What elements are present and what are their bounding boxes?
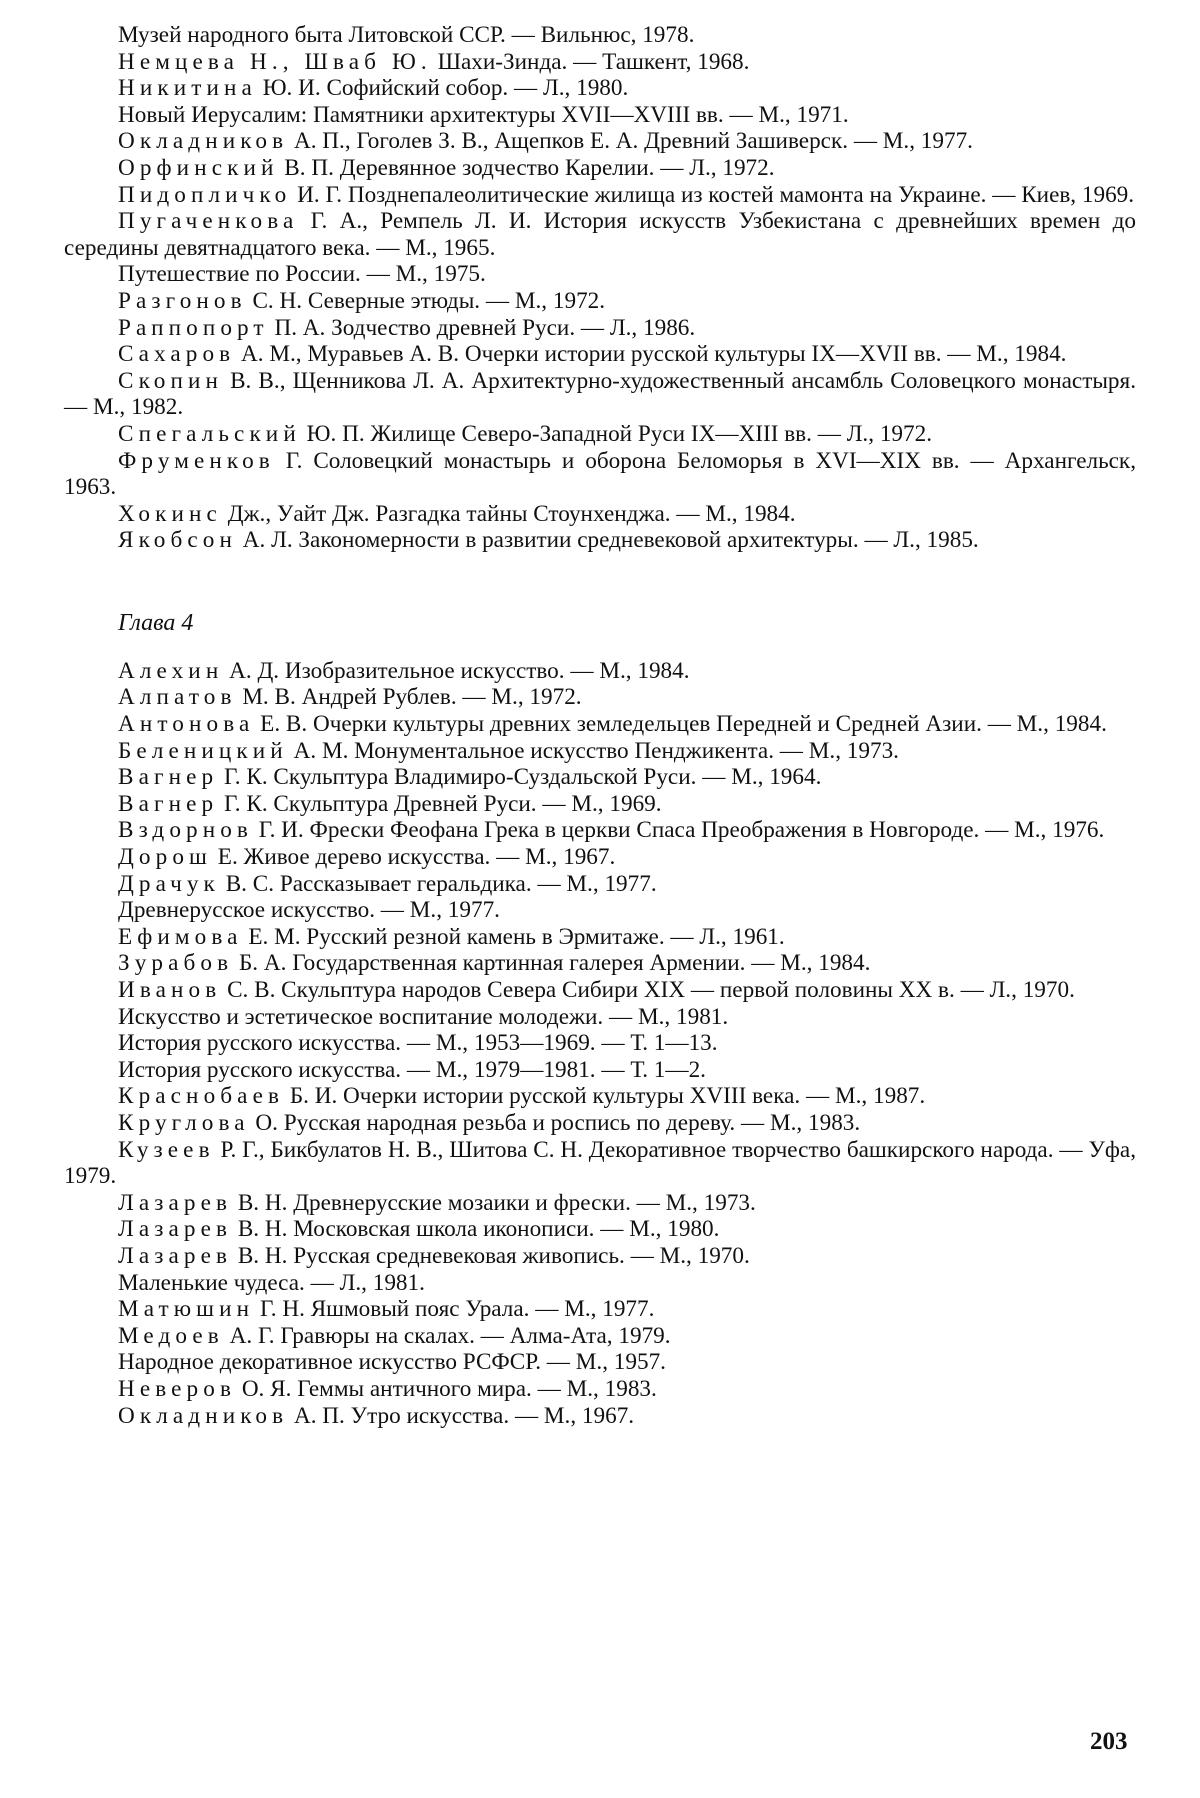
entry-text: Г. К. Скульптура Древней Руси. — М., 1969.: [218, 790, 662, 817]
bibliography-entry: [64, 1137, 1136, 1190]
entry-text: В. Н. Московская школа иконописи. — М., 1980.: [232, 1216, 720, 1243]
bibliography-entry: [64, 261, 1136, 288]
entry-author: Беленицкий: [118, 737, 288, 764]
entry-text: Е. М. Русский резной камень в Эрмитаже. — Л., 1961.: [242, 923, 785, 950]
entry-text: Новый Иерусалим: Памятники архитектуры XVII—XVIII вв. — М., 1971.: [118, 101, 849, 128]
bibliography-entry: [64, 871, 1136, 898]
bibliography-entry: [64, 791, 1136, 818]
entry-author: Пидопличко: [118, 181, 292, 208]
entry-author: Иванов: [118, 977, 222, 1003]
entry-text: Р. Г., Бикбулатов Н. В., Шитова С. Н. Декоративное творчество башкирского народа. — Уфа, 1979.: [64, 1136, 1136, 1190]
bibliography-entry: [64, 1376, 1136, 1403]
entry-author: Матюшин: [118, 1296, 255, 1323]
entry-text: О. Русская народная резьба и роспись по дереву. — М., 1983.: [249, 1109, 861, 1136]
entry-text: В. П. Деревянное зодчество Карелии. — Л., 1972.: [278, 154, 775, 181]
entry-author: Окладников: [118, 128, 289, 155]
bibliography-entry: [64, 527, 1136, 554]
bibliography-entry: [64, 1323, 1136, 1350]
bibliography-entry: [64, 421, 1136, 448]
entry-text: В. Н. Древнерусские мозаики и фрески. — М., 1973.: [232, 1189, 756, 1216]
entry-text: Ю. П. Жилище Северо-Западной Руси IX—XIII вв. — Л., 1972.: [300, 420, 932, 447]
bibliography-entry: [64, 368, 1136, 421]
entry-author: Никитина: [118, 75, 257, 102]
entry-author: Вздорнов: [118, 817, 253, 844]
entry-author: Хокинс: [118, 500, 222, 527]
bibliography-entry: [64, 501, 1136, 528]
entry-author: Дорош: [118, 844, 212, 871]
entry-author: Неверов: [118, 1375, 237, 1402]
entry-author: Кузеев: [118, 1136, 215, 1163]
entry-text: Е. Живое дерево искусства. — М., 1967.: [211, 844, 616, 871]
entry-text: В. Н. Русская средневековая живопись. — М., 1970.: [232, 1242, 750, 1269]
bibliography-entry: [64, 448, 1136, 501]
entry-text: Г. Соловецкий монастырь и оборона Беломорья в XVI—XIX вв. — Архангельск, 1963.: [64, 447, 1136, 501]
entry-text: Маленькие чудеса. — Л., 1981.: [118, 1269, 425, 1296]
page-number: 203: [1090, 1728, 1128, 1755]
bibliography-entry: [64, 1030, 1136, 1057]
bibliography-entry: [64, 950, 1136, 977]
bibliography-entry: [64, 1083, 1136, 1110]
entry-text: А. М., Муравьев А. В. Очерки истории русской культуры IX—XVII вв. — М., 1984.: [235, 341, 1067, 368]
entry-author: Драчук: [118, 870, 220, 897]
entry-text: С. Н. Северные этюды. — М., 1972.: [246, 287, 606, 314]
bibliography-entry: [64, 658, 1136, 685]
entry-text: М. В. Андрей Рублев. — М., 1972.: [236, 684, 582, 711]
entry-author: Окладников: [118, 1402, 289, 1429]
entry-author: Лазарев: [118, 1242, 233, 1269]
entry-author: Якобсон: [118, 527, 237, 554]
bibliography-entry: [64, 49, 1136, 76]
bibliography-entry: [64, 897, 1136, 924]
entry-author: Вагнер: [118, 764, 219, 791]
bibliography-entry: [64, 102, 1136, 129]
entry-author: Спегальский: [118, 420, 301, 447]
entry-text: Б. А. Государственная картинная галерея Армении. — М., 1984.: [233, 950, 871, 977]
entry-text: В. В., Щенникова Л. А. Архитектурно-художественный ансамбль Соловецкого монастыря. — М., 1982.: [64, 367, 1136, 421]
bibliography-entry: [64, 22, 1136, 49]
bibliography-entry: [64, 208, 1136, 261]
entry-author: Скопин: [118, 367, 223, 394]
bibliography-entry: [64, 182, 1136, 209]
bibliography-entry: [64, 1403, 1136, 1430]
bibliography-entry: [64, 315, 1136, 342]
bibliography-entry: [64, 1349, 1136, 1376]
entry-text: Шахи-Зинда. — Ташкент, 1968.: [431, 48, 750, 75]
entry-author: Ефимова: [118, 923, 243, 950]
bibliography-page: [64, 22, 1136, 1429]
entry-text: В. С. Рассказывает геральдика. — М., 1977.: [219, 870, 657, 897]
entry-author: Алпатов: [118, 684, 237, 711]
entry-author: Разгонов: [118, 287, 247, 314]
bibliography-entry: [64, 977, 1136, 1004]
bibliography-list: [64, 658, 1136, 1429]
entry-text: Ю. И. Софийский собор. — Л., 1980.: [256, 75, 629, 102]
bibliography-entry: [64, 128, 1136, 155]
entry-text: Музей народного быта Литовской ССР. — Вильнюс, 1978.: [118, 22, 695, 48]
entry-author: Лазарев: [118, 1216, 233, 1243]
chapter-heading: Глава 4: [118, 609, 194, 636]
entry-author: Фруменков: [118, 447, 275, 474]
bibliography-entry: [64, 1190, 1136, 1217]
entry-text: Б. И. Очерки истории русской культуры XVIII века. — М., 1987.: [284, 1083, 926, 1110]
entry-text: Искусство и эстетическое воспитание молодежи. — М., 1981.: [118, 1003, 729, 1030]
entry-text: С. В. Скульптура народов Севера Сибири XIX — первой половины XX в. — Л., 1970.: [221, 977, 1075, 1003]
entry-text: Народное декоративное искусство РСФСР. — М., 1957.: [118, 1349, 666, 1376]
entry-author: Антонова: [118, 711, 255, 738]
bibliography-entry: [64, 711, 1136, 738]
bibliography-entry: [64, 1296, 1136, 1323]
entry-author: Краснобаев: [118, 1083, 285, 1110]
bibliography-entry: [64, 924, 1136, 951]
bibliography-entry: [64, 155, 1136, 182]
bibliography-entry: [64, 844, 1136, 871]
entry-text: А. П. Утро искусства. — М., 1967.: [288, 1402, 635, 1429]
bibliography-list: [64, 22, 1136, 554]
bibliography-entry: [64, 1270, 1136, 1297]
bibliography-entry: [64, 1216, 1136, 1243]
bibliography-entry: [64, 1110, 1136, 1137]
entry-text: История русского искусства. — М., 1953—1969. — Т. 1—13.: [118, 1030, 718, 1057]
entry-text: Г. А., Ремпель Л. И. История искусств Узбекистана с древнейших времен до середины девятнадцатого века. — М., 1965.: [64, 208, 1136, 261]
entry-text: А. Д. Изобразительное искусство. — М., 1984.: [223, 657, 690, 684]
bibliography-entry: [64, 1057, 1136, 1084]
bibliography-entry: [64, 764, 1136, 791]
bibliography-entry: [64, 1004, 1136, 1031]
bibliography-entry: [64, 288, 1136, 315]
bibliography-entry: [64, 1243, 1136, 1270]
entry-author: Алехин: [118, 657, 224, 684]
entry-text: Г. Н. Яшмовый пояс Урала. — М., 1977.: [254, 1296, 655, 1323]
bibliography-entry: [64, 817, 1136, 844]
entry-text: И. Г. Позднепалеолитические жилища из костей мамонта на Украине. — Киев, 1969.: [291, 181, 1135, 208]
entry-text: А. Л. Закономерности в развитии средневековой архитектуры. — Л., 1985.: [236, 527, 979, 554]
entry-author: Лазарев: [118, 1189, 233, 1216]
entry-text: Г. И. Фрески Феофана Грека в церкви Спаса Преображения в Новгороде. — М., 1976.: [252, 817, 1105, 844]
bibliography-entry: [64, 341, 1136, 368]
entry-text: А. Г. Гравюры на скалах. — Алма-Ата, 1979.: [223, 1322, 671, 1349]
entry-author: Орфинский: [118, 154, 279, 181]
entry-author: Сахаров: [118, 341, 236, 368]
bibliography-entry: [64, 75, 1136, 102]
entry-text: Путешествие по России. — М., 1975.: [118, 261, 486, 288]
entry-author: Зурабов: [118, 950, 234, 977]
bibliography-entry: [64, 738, 1136, 765]
entry-text: А. М. Монументальное искусство Пенджикента. — М., 1973.: [287, 737, 899, 764]
entry-text: Г. К. Скульптура Владимиро-Суздальской Руси. — М., 1964.: [218, 764, 822, 791]
entry-text: О. Я. Геммы античного мира. — М., 1983.: [236, 1375, 657, 1402]
entry-author: Вагнер: [118, 790, 219, 817]
entry-text: Дж., Уайт Дж. Разгадка тайны Стоунхенджа. — М., 1984.: [221, 500, 796, 527]
entry-author: Пугаченкова: [118, 208, 299, 235]
entry-text: Древнерусское искусство. — М., 1977.: [118, 897, 500, 924]
entry-text: Е. В. Очерки культуры древних земледельцев Передней и Средней Азии. — М., 1984.: [254, 711, 1107, 738]
entry-text: История русского искусства. — М., 1979—1981. — Т. 1—2.: [118, 1056, 706, 1083]
entry-text: П. А. Зодчество древней Руси. — Л., 1986.: [268, 314, 696, 341]
entry-text: А. П., Гоголев З. В., Ащепков Е. А. Древний Зашиверск. — М., 1977.: [288, 128, 973, 155]
entry-author: Медоев: [118, 1322, 224, 1349]
entry-author: Раппопорт: [118, 314, 269, 341]
bibliography-entry: [64, 684, 1136, 711]
entry-author: Круглова: [118, 1109, 250, 1136]
entry-author: Немцева Н., Шваб Ю.: [118, 48, 432, 75]
